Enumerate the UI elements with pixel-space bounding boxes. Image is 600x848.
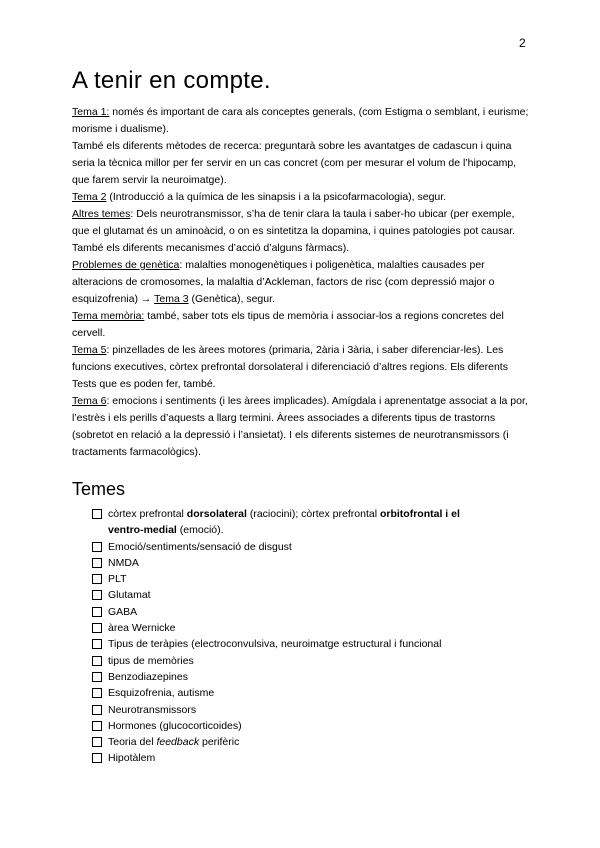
checkbox[interactable] [92, 705, 102, 715]
checklist-item [92, 506, 492, 539]
note-label: Tema 2 [72, 191, 107, 203]
note-text: (Introducció a la química de les sinapsis i a la psicofarmacologia), segur. [106, 191, 447, 203]
checklist-item-text: Hipotàlem [108, 752, 156, 765]
checklist-item [92, 653, 492, 669]
checklist-item-text: Glutamat [108, 589, 151, 602]
note-text: (Genètica), segur. [188, 293, 275, 305]
checkbox[interactable] [92, 753, 102, 763]
checkbox[interactable] [92, 737, 102, 747]
checkbox[interactable] [92, 574, 102, 584]
checklist-item [92, 636, 492, 652]
checklist-item-text: tipus de memòries [108, 654, 194, 667]
checkbox[interactable] [92, 558, 102, 568]
checklist-item-text: Emoció/sentiments/sensació de disgust [108, 540, 292, 553]
note-text: : malalties monogenètiques i poligenètica, malalties causades per alteracions de cromosomes, la malaltia d’Ackleman, factors de risc (com depressió major o esquizofrenia) → [72, 259, 495, 305]
note-label: Tema 1: [72, 106, 110, 118]
checkbox[interactable] [92, 721, 102, 731]
checklist-item [92, 587, 492, 603]
checklist-item [92, 555, 492, 571]
checkbox[interactable] [92, 688, 102, 698]
checklist-item-text [108, 734, 492, 750]
note-tema-memoria [72, 308, 532, 342]
page-title: A tenir en compte. [72, 67, 271, 94]
item-text-part: còrtex prefrontal [108, 508, 187, 520]
notes-body [72, 104, 532, 461]
note-metodes-recerca [72, 138, 532, 189]
note-tema-6 [72, 393, 532, 461]
temes-checklist [92, 506, 492, 767]
note-label: Altres temes [72, 208, 131, 220]
checkbox[interactable] [92, 656, 102, 666]
checkbox[interactable] [92, 542, 102, 552]
note-tema-2 [72, 189, 532, 206]
checklist-item-text: NMDA [108, 556, 139, 569]
checklist-item [92, 734, 492, 750]
note-text: També els diferents mètodes de recerca: preguntarà sobre les avantatges de cadascun i quina seria la tècnica millor per fer servir en un cas concret (com per mesurar el volum de l’hipocamp, que farem servir la neuroimatge). [72, 140, 517, 186]
checklist-item-text: GABA [108, 605, 138, 618]
checklist-item [92, 718, 492, 734]
note-label: Problemes de genètica [72, 259, 180, 271]
note-text: només és important de cara als conceptes generals, (com Estigma o semblant, i eurisme; morisme i dualisme). [72, 106, 529, 135]
note-label: Tema memòria: [72, 310, 145, 322]
checklist-item [92, 669, 492, 685]
checklist-item [92, 604, 492, 620]
item-text-bold: orbitofrontal i el ventro-medial [108, 508, 460, 537]
item-text-italic: feedback [156, 736, 200, 749]
checklist-item-text: Esquizofrenia, autisme [108, 687, 215, 700]
note-text: : Dels neurotransmissor, s’ha de tenir clara la taula i saber-ho ubicar (per exemple, que el glutamat és un aminoàcid, o on es sintetitza la dopamina, i quines patologies pot causar. També els diferents mecanismes d’acció d’alguns fàrmacs). [72, 208, 516, 254]
note-text: : pinzellades de les àrees motores (primaria, 2ària i 3ària, i saber diferenciar-les). Les funcions executives, còrtex prefrontal dorsolateral i diferenciació d’altres regions. Els diferents Tests que es poden fer, també. [72, 344, 508, 390]
checkbox[interactable] [92, 590, 102, 600]
checklist-item [92, 571, 492, 587]
item-text-part: Teoria del [108, 736, 157, 749]
checklist-item [92, 685, 492, 701]
checklist-item-text: PLT [108, 573, 127, 586]
checklist-item-text: Hormones (glucocorticoides) [108, 719, 242, 732]
checklist-item-text: Neurotransmissors [108, 703, 197, 716]
note-text: : emocions i sentiments (i les àrees implicades). Amígdala i aprenentatge associat a la por, l’estrès i els perills d’aquests a llarg termini. Àrees associades a diferents tipus de trastorns (sobretot en relació a la depressió i l’ansietat). I els diferents sistemes de neurotransmissors (i tractaments farmacològics). [72, 395, 528, 458]
checklist-item [92, 702, 492, 718]
checkbox[interactable] [92, 607, 102, 617]
checkbox[interactable] [92, 672, 102, 682]
checklist-item-text [108, 506, 492, 539]
item-text-part: (raciocini); còrtex prefrontal [246, 508, 380, 520]
note-text: també, saber tots els tipus de memòria i associar-los a regions concretes del cervell. [72, 310, 504, 339]
note-altres-temes [72, 206, 532, 257]
checklist-item [92, 620, 492, 636]
checklist-item [92, 750, 492, 766]
item-text-bold: dorsolateral [186, 508, 247, 520]
checkbox[interactable] [92, 509, 102, 519]
item-text-part: perifèric [199, 736, 240, 749]
checkbox[interactable] [92, 623, 102, 633]
note-genetica [72, 257, 532, 308]
checkbox[interactable] [92, 639, 102, 649]
checklist-item-text: àrea Wernicke [108, 622, 176, 635]
checklist-item-text: Benzodiazepines [108, 670, 188, 683]
note-label: Tema 6 [72, 395, 107, 407]
section-title-temes: Temes [72, 479, 126, 499]
page-number: 2 [519, 36, 526, 50]
note-label: Tema 3 [154, 293, 189, 305]
note-tema-5 [72, 342, 532, 393]
checklist-item-text: Tipus de teràpies (electroconvulsiva, neuroimatge estructural i funcional [108, 638, 442, 651]
note-label: Tema 5 [72, 344, 107, 356]
checklist-item [92, 539, 492, 555]
note-tema-1 [72, 104, 532, 138]
item-text-part: (emoció). [176, 524, 224, 537]
